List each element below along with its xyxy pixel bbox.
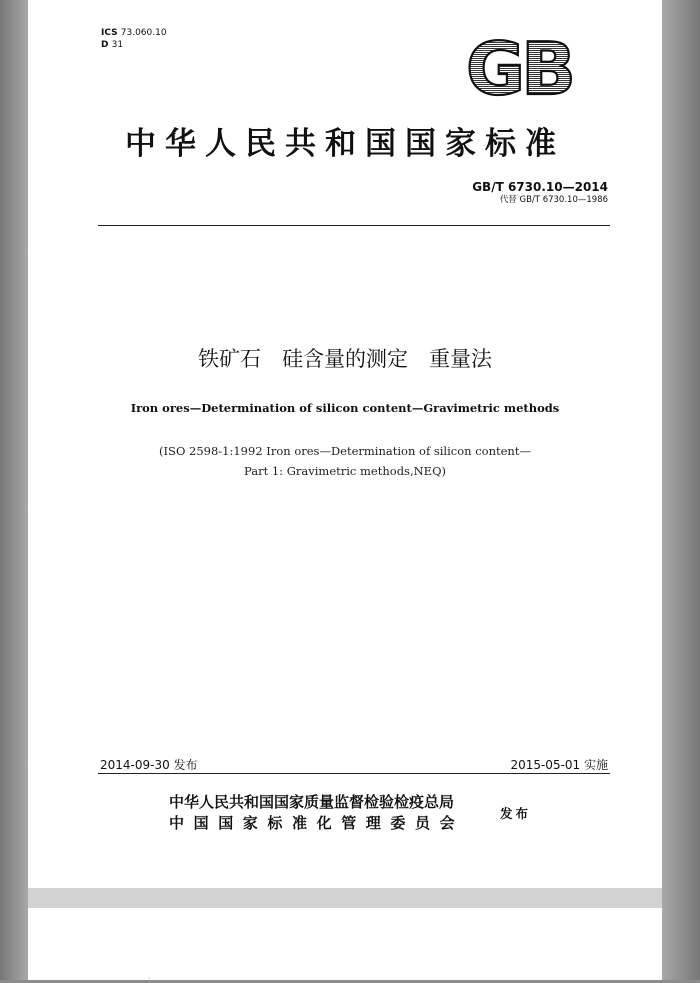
classification-codes <box>101 27 167 51</box>
publisher-block <box>169 792 464 834</box>
gb-logo-text: GB <box>466 32 572 102</box>
standard-number: GB/T 6730.10—2014 <box>472 180 608 194</box>
gb-logo <box>453 32 585 102</box>
ics-label: ICS <box>101 28 118 38</box>
header-divider <box>98 225 610 226</box>
implementation-date: 2015-05-01 实施 <box>510 758 608 772</box>
document-title-en: Iron ores—Determination of silicon content—Gravimetric methods <box>130 401 560 415</box>
document-title-cn: 铁矿石 硅含量的测定 重量法 <box>198 347 492 371</box>
iso-reference-line1: (ISO 2598-1:1992 Iron ores—Determination of silicon content— <box>159 444 531 458</box>
document-page <box>28 0 662 888</box>
replaces-standard: 代替 GB/T 6730.10—1986 <box>499 195 608 205</box>
publisher-line2: 中国国家标准化管理委员会 <box>169 814 465 832</box>
page-mark: · <box>148 974 151 983</box>
page-gap <box>28 888 662 908</box>
national-standard-title: 中华人民共和国国家标准 <box>125 126 565 162</box>
left-viewer-margin <box>0 0 28 980</box>
publisher-line1: 中华人民共和国国家质量监督检验检疫总局 <box>169 793 455 811</box>
next-document-page <box>28 908 662 983</box>
footer-divider <box>98 773 610 774</box>
iso-reference <box>28 441 662 481</box>
ccs-code: 31 <box>111 40 124 50</box>
publish-action: 发布 <box>500 806 532 821</box>
iso-reference-line2: Part 1: Gravimetric methods,NEQ) <box>244 464 446 478</box>
ccs-label: D <box>101 40 109 50</box>
right-viewer-margin <box>662 0 700 980</box>
standard-number-block <box>472 180 608 206</box>
ics-code: 73.060.10 <box>120 28 167 38</box>
issue-date: 2014-09-30 发布 <box>100 758 198 772</box>
